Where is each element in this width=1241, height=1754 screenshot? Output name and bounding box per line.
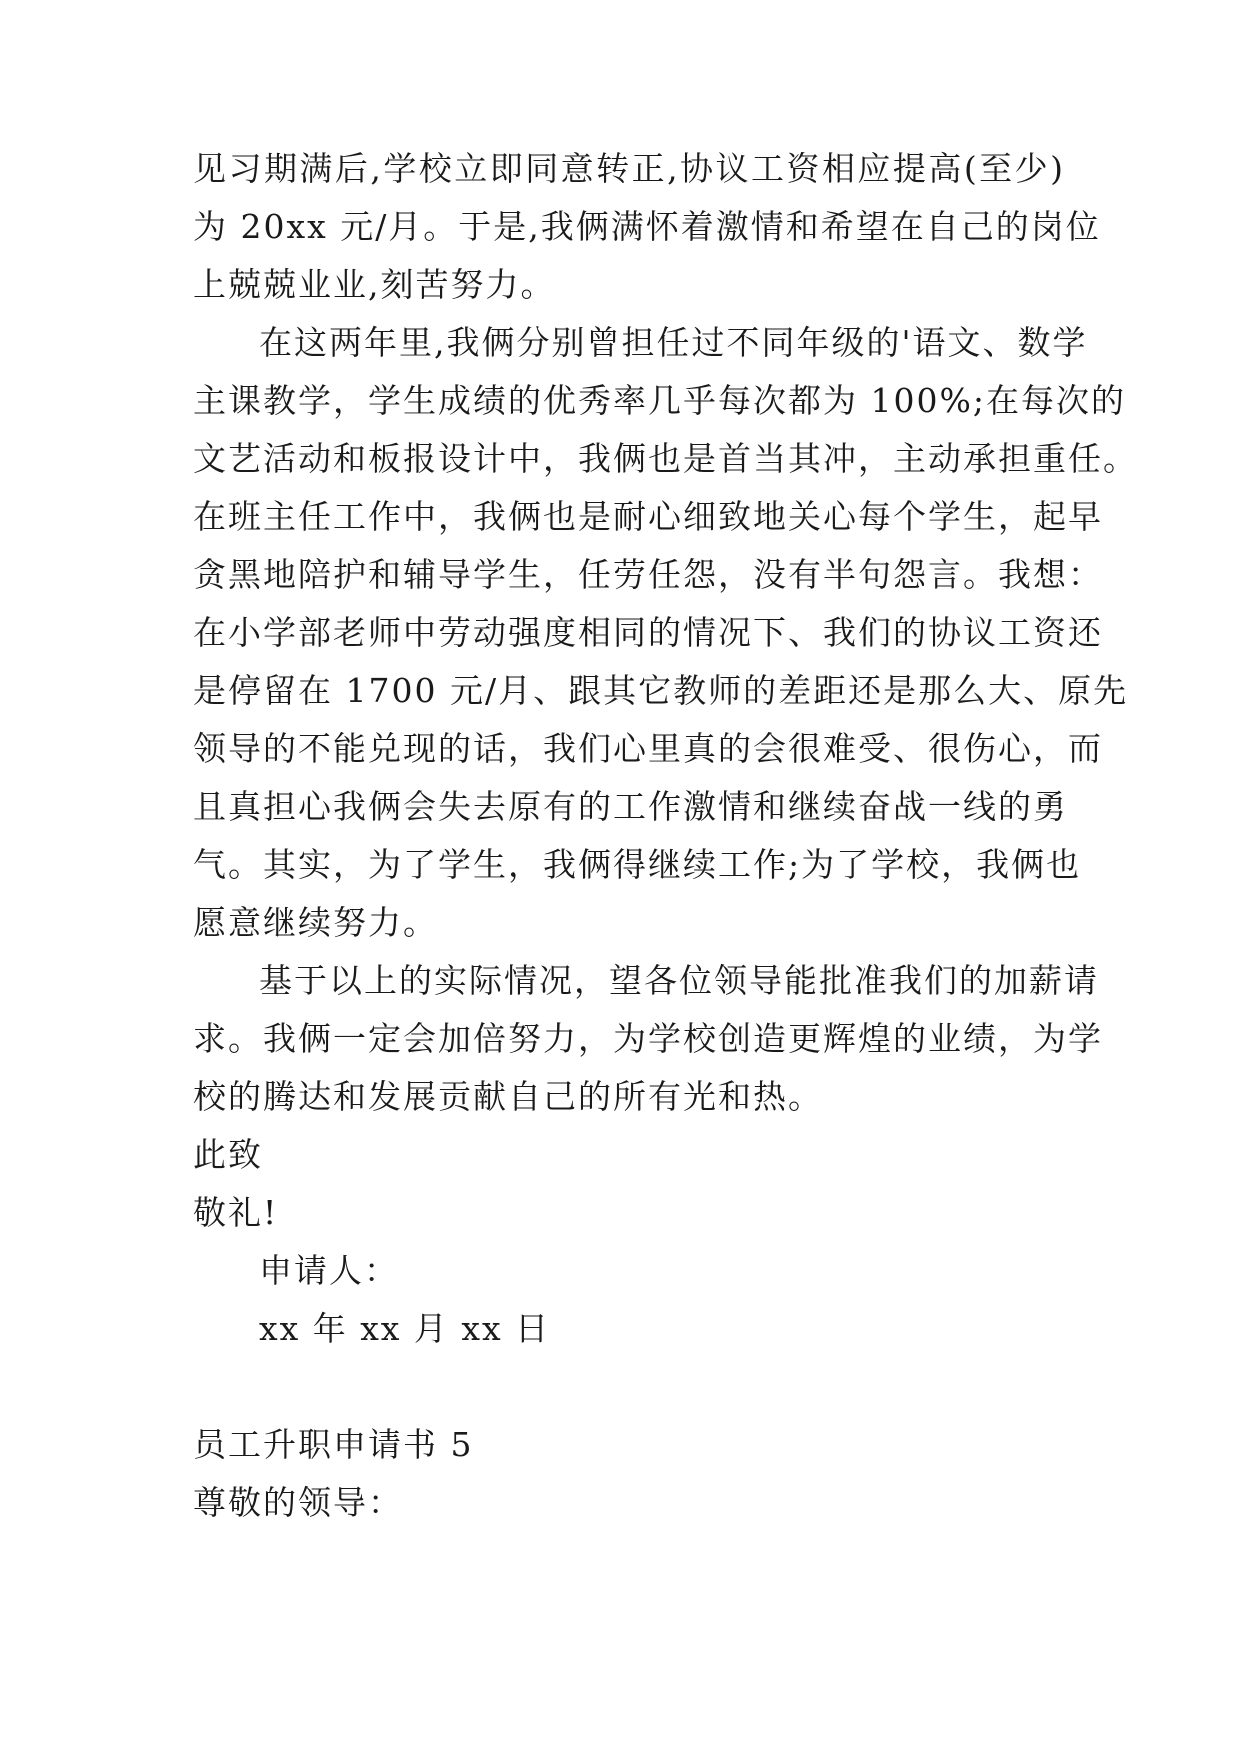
body-line: 求。我俩一定会加倍努力，为学校创造更辉煌的业绩，为学 (193, 1019, 1103, 1058)
paragraph-start-line: 基于以上的实际情况，望各位领导能批准我们的加薪请 (259, 961, 1099, 1000)
body-line: 贪黑地陪护和辅导学生，任劳任怨，没有半句怨言。我想： (193, 555, 1103, 594)
closing-salutation: 此致 (193, 1135, 263, 1174)
body-line: 上兢兢业业,刻苦努力。 (193, 265, 556, 304)
signature-date: xx 年 xx 月 xx 日 (259, 1309, 551, 1348)
greeting-line: 尊敬的领导： (193, 1483, 403, 1522)
closing-regards: 敬礼! (193, 1193, 279, 1232)
body-line: 气。其实，为了学生，我俩得继续工作;为了学校，我俩也 (193, 845, 1082, 884)
body-line: 在班主任工作中，我俩也是耐心细致地关心每个学生，起早 (193, 497, 1103, 536)
body-line: 主课教学，学生成绩的优秀率几乎每次都为 100%;在每次的 (193, 381, 1126, 420)
body-line: 且真担心我俩会失去原有的工作激情和继续奋战一线的勇 (193, 787, 1068, 826)
applicant-label: 申请人： (259, 1251, 399, 1290)
body-line: 在小学部老师中劳动强度相同的情况下、我们的协议工资还 (193, 613, 1103, 652)
paragraph-start-line: 在这两年里,我俩分别曾担任过不同年级的'语文、数学 (259, 323, 1088, 362)
body-line: 校的腾达和发展贡献自己的所有光和热。 (193, 1077, 823, 1116)
body-line: 愿意继续努力。 (193, 903, 438, 942)
body-line: 见习期满后,学校立即同意转正,协议工资相应提高(至少) (193, 149, 1065, 188)
section-title: 员工升职申请书 5 (193, 1425, 474, 1464)
body-line: 是停留在 1700 元/月、跟其它教师的差距还是那么大、原先 (193, 671, 1129, 710)
body-line: 领导的不能兑现的话，我们心里真的会很难受、很伤心，而 (193, 729, 1103, 768)
body-line: 文艺活动和板报设计中，我俩也是首当其冲，主动承担重任。 (193, 439, 1138, 478)
body-line: 为 20xx 元/月。于是,我俩满怀着激情和希望在自己的岗位 (193, 207, 1101, 246)
